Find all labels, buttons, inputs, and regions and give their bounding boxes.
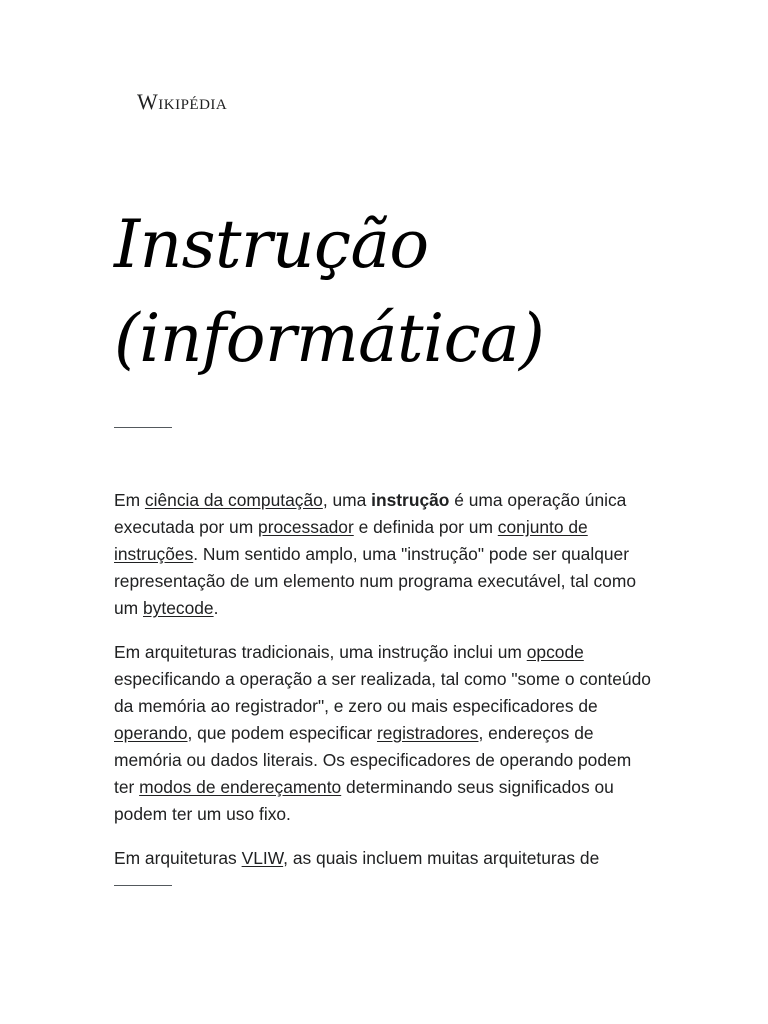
text: é uma operação única executada por um — [114, 490, 627, 537]
text: , endereços de memória ou dados literais. Os especificadores de operando podem ter — [114, 723, 632, 797]
link-vliw[interactable]: VLIW — [241, 848, 284, 868]
bold-term-instrucao: instrução — [371, 490, 450, 510]
link-ciencia-da-computacao[interactable]: ciência da computação — [144, 490, 323, 510]
link-opcode[interactable]: opcode — [526, 642, 584, 662]
section-divider — [114, 885, 172, 886]
page-title — [114, 198, 714, 386]
text: especificando a operação a ser realizada, tal como "some o conteúdo da memória ao registrador", e zero ou mais especificadores de — [114, 669, 651, 716]
text: Em — [114, 490, 145, 510]
link-registradores[interactable]: registradores — [376, 723, 479, 743]
link-bytecode[interactable]: bytecode — [143, 598, 214, 618]
text: e definida por um — [353, 517, 498, 537]
text: determinando seus significados ou podem ter um uso fixo. — [114, 777, 614, 824]
article-body — [114, 487, 654, 889]
page-title-line1: Instrução — [114, 206, 429, 283]
text: Em arquiteturas — [114, 848, 242, 868]
link-operando[interactable]: operando — [114, 723, 188, 743]
text: . Num sentido amplo, uma "instrução" pode ser qualquer representação de um elemento num programa executável, tal como um — [114, 544, 636, 618]
link-processador[interactable]: processador — [258, 517, 354, 537]
text: , as quais incluem muitas arquiteturas de — [283, 848, 600, 868]
text: Em arquiteturas tradicionais, uma instrução inclui um — [114, 642, 527, 662]
paragraph-2 — [114, 639, 654, 828]
link-modos-de-enderecamento[interactable]: modos de endereçamento — [139, 777, 342, 797]
paragraph-1 — [114, 487, 654, 622]
link-conjunto-de-instrucoes[interactable]: conjunto de instruções — [114, 517, 588, 564]
paragraph-3 — [114, 845, 654, 872]
page-title-line2: (informática) — [114, 300, 545, 377]
text: . — [213, 598, 219, 618]
title-divider — [114, 427, 172, 428]
text: , uma — [322, 490, 372, 510]
text: , que podem especificar — [187, 723, 377, 743]
wikipedia-logo[interactable]: Wikipédia — [137, 89, 228, 114]
